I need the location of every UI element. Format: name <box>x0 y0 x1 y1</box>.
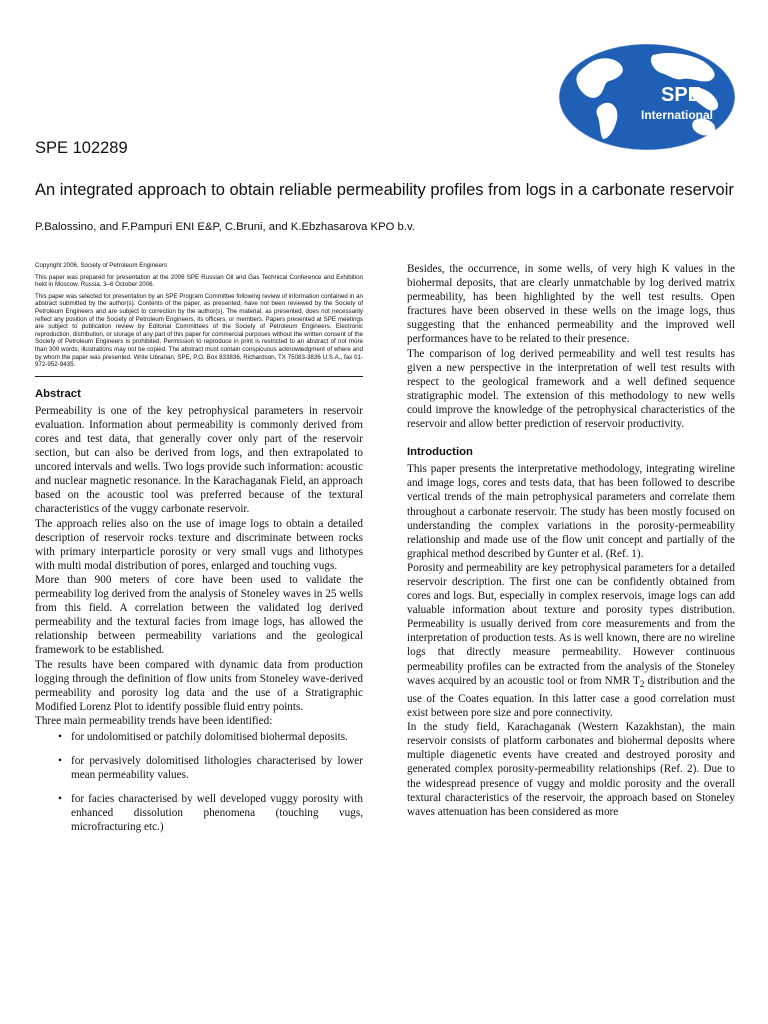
review-disclaimer: This paper was selected for presentation by an SPE Program Committee following review of information contained in an abstract submitted by the author(s). Contents of the paper, as presented, have not been reviewed by the Society of Petroleum Engineers and are subject to correction by the author(s). The material, as presented, does not necessarily reflect any position of the Society of Petroleum Engineers, its officers, or members. Papers presented at SPE meetings are subject to publication review by Editorial Committees of the Society of Petroleum Engineers. Electronic reproduction, distribution, or storage of any part of this paper for commercial purposes without the written consent of the Society of Petroleum Engineers is prohibited. Permission to reproduce in print is restricted to an abstract of not more than 300 words; illustrations may not be copied. The abstract must contain conspicuous acknowledgment of where and by whom the paper was presented. Write Librarian, SPE, P.O. Box 833836, Richardson, TX 75083-3836 U.S.A., fax 01-972-952-9435. <box>35 292 363 369</box>
paper-number: SPE 102289 <box>35 139 128 157</box>
list-item <box>35 730 363 744</box>
list-item-text: for facies characterised by well developed vuggy porosity with enhanced dissolution phenomena (touching vugs, microfracturing etc.) <box>71 793 363 834</box>
paragraph-text: distribution and the use of the Coates equation. In this latter case a good correlation must exist between pore size and pore connectivity. <box>407 674 735 720</box>
introduction-paragraph <box>407 561 735 720</box>
paper-title: An integrated approach to obtain reliable permeability profiles from logs in a carbonate reservoir <box>35 181 734 199</box>
introduction-heading: Introduction <box>407 446 473 459</box>
introduction-paragraph: In the study field, Karachaganak (Western Kazakhstan), the main reservoir consists of platform carbonates and biohermal deposits where multiple diagenetic events have created and destroyed porosity and generated complex porosity-permeability relationships (Ref. 2). Due to the widespread presence of vuggy and moldic porosity and the overall textural characteristics of the reservoir, the approach based on Stoneley waves attenuation has been considered as more <box>407 721 735 818</box>
paragraph-text: Porosity and permeability are key petrophysical parameters for a detailed reservoir description. The first one can be confidently obtained from cores and logs. But, especially in complex reservois, image logs can add valuable information about texture and porosity types distribution. Permeability is usually derived from core measurements and from the interpretation of production tests. As is well known, there are no wireline logs that directly measure permeability. However continuous permeability profiles can be extracted from the analysis of the Stoneley waves acquired by an acoustic tool or from NMR T <box>407 561 735 687</box>
logo-spe-text: SPE <box>661 84 702 106</box>
list-item <box>35 754 363 782</box>
abstract-heading: Abstract <box>35 387 81 400</box>
abstract-continued-paragraph: The comparison of log derived permeability and well test results has given a new perspective in the interpretation of well test results with respect to the geological framework and a well defined sequence stratigraphic model. The extension of this methodology to new wells could improve the knowledge of the petrophysical characteristics of the reservoir and allow better prediction of reservoir productivity. <box>407 347 735 431</box>
left-column <box>35 262 363 845</box>
conference-note: This paper was prepared for presentation at the 2006 SPE Russian Oil and Gas Technical Conference and Exhibition held in Moscow, Russia, 3–6 October 2006. <box>35 273 363 289</box>
copyright-divider <box>35 376 363 377</box>
abstract-paragraph: The approach relies also on the use of image logs to obtain a detailed description of reservoir rocks texture and discriminate between rocks with primary interparticle porosity or very small vugs and lithotypes with multi modal distribution of pores, enlarged and touching vugs. <box>35 517 363 572</box>
spe-international-logo <box>557 43 737 151</box>
abstract-paragraph: Permeability is one of the key petrophysical parameters in reservoir evaluation. Information about permeability is commonly derived from cores and test data, that generally cover only part of the reservoir section, but can also be derived from logs, and then extrapolated to uncored intervals and wells. Two logs provide such information: acoustic and nuclear magnetic resonance. In the Karachaganak Field, an approach based on the acoustic tool was preferred because of the textural characteristics of the vuggy carbonate reservoir. <box>35 404 363 516</box>
abstract-paragraph: Three main permeability trends have been identified: <box>35 714 273 727</box>
bullet-icon: • <box>58 730 62 743</box>
list-item <box>35 792 363 834</box>
bullet-icon: • <box>58 793 62 806</box>
abstract-paragraph: The results have been compared with dynamic data from production logging through the definition of flow units from Stoneley wave-derived permeability and porosity log data and the use of a Stratigraphic Modified Lorenz Plot to identify possible fluid entry points. <box>35 658 363 713</box>
permeability-trends-list <box>35 730 363 835</box>
abstract-paragraph: More than 900 meters of core have been used to validate the permeability log derived from the analysis of Stoneley waves in 25 wells from this field. A correlation between the validated log derived permeability and the textural facies from image logs, has allowed the relationship between permeability variations and the geological framework to be established. <box>35 573 363 657</box>
logo-international-text: International <box>641 108 714 122</box>
subscript: 2 <box>639 679 645 690</box>
list-item-text: for pervasively dolomitised lithologies characterised by lower mean permeability values. <box>71 755 363 782</box>
globe-logo-icon <box>557 43 737 151</box>
list-item-text: for undolomitised or patchily dolomitised biohermal deposits. <box>71 730 348 743</box>
bullet-icon: • <box>58 755 62 768</box>
copyright-line: Copyright 2006, Society of Petroleum Engineers <box>35 262 168 269</box>
paper-authors: P.Balossino, and F.Pampuri ENI E&P, C.Bruni, and K.Ebzhasarova KPO b.v. <box>35 221 415 233</box>
abstract-continued-paragraph: Besides, the occurrence, in some wells, of very high K values in the biohermal deposits, that are clearly unmatchable by log derived matrix permeability, has been highlighted by the well test results. Open fractures have been observed in these wells on the image logs, thus suggesting that the enhanced permeability and the improved well performances have to be related to their presence. <box>407 263 735 346</box>
introduction-paragraph: This paper presents the interpretative methodology, integrating wireline and image logs, cores and tests data, that has been followed to describe vertical trends of the main petrophysical parameters and correlate them throughout a carbonate reservoir. The study has been mostly focused on understanding the complex variations in the porosity-permeability relationship and made use of the flow unit concept and partially of the graphical method described by Gunter et al. (Ref. 1). <box>407 463 735 560</box>
right-column <box>407 262 735 819</box>
